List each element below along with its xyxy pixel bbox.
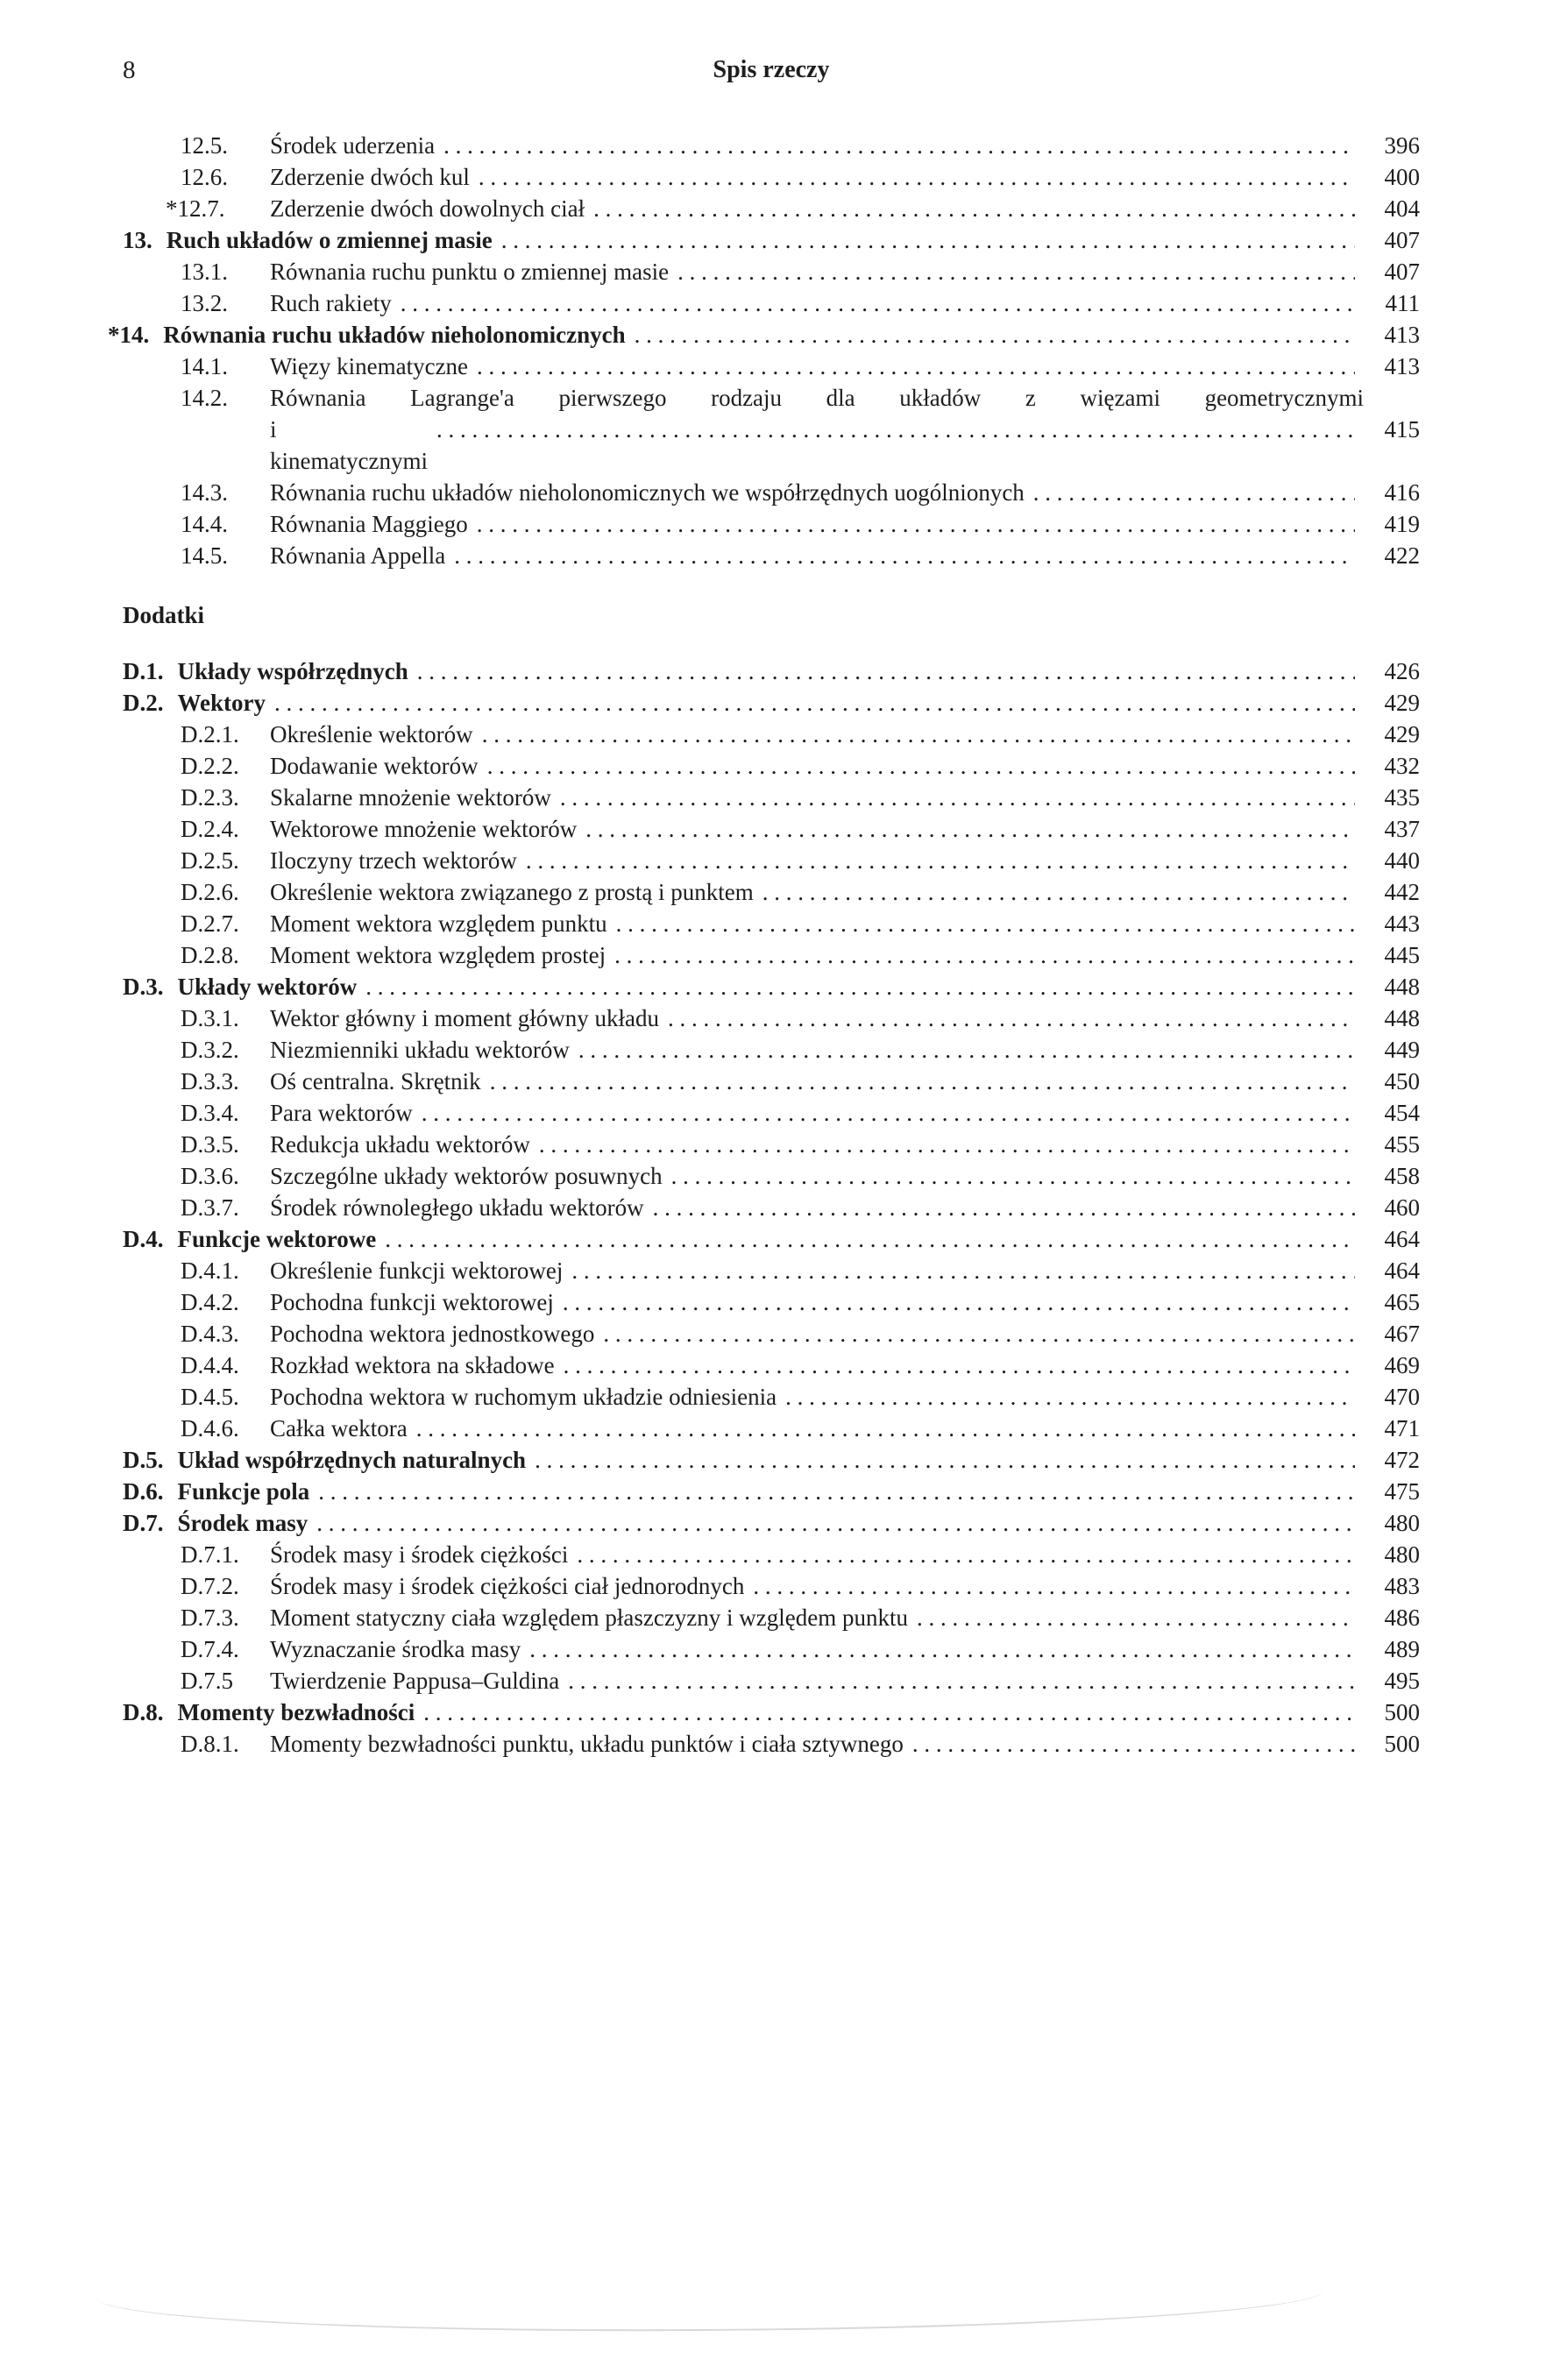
entry-label: [123, 971, 357, 1002]
entry-page-number: 435: [1384, 784, 1420, 811]
toc-entry: [123, 540, 1420, 571]
entry-title: Równania ruchu punktu o zmiennej masie: [270, 259, 670, 285]
entry-title: Dodawanie wektorów: [270, 753, 479, 779]
toc-entry: [123, 1507, 1420, 1539]
entry-page-number: 407: [1384, 227, 1420, 253]
dot-leader: [1033, 477, 1355, 508]
entry-label: [181, 1728, 904, 1760]
dot-leader: [501, 224, 1355, 256]
entry-number: D.4.2.: [181, 1289, 239, 1315]
dot-leader: [762, 876, 1355, 908]
dot-leader: [917, 1602, 1355, 1633]
entry-page-number: 419: [1384, 511, 1420, 537]
entry-label: [123, 224, 493, 256]
entry-label: [123, 1476, 309, 1507]
entry-label: [181, 1286, 554, 1318]
entry-number: 13.: [123, 227, 152, 253]
toc-entry: [123, 508, 1420, 540]
entry-page-number: 416: [1384, 479, 1420, 506]
toc-entry: [123, 1160, 1420, 1192]
toc-entry: [123, 1002, 1420, 1034]
entry-page-number: 448: [1384, 1005, 1420, 1031]
entry-label: [181, 382, 1420, 414]
toc-entry: [123, 876, 1420, 908]
dot-leader: [482, 719, 1355, 750]
entry-title: Pochodna wektora w ruchomym układzie odniesienia: [270, 1384, 777, 1410]
dot-leader: [423, 1696, 1355, 1728]
entry-page-number: 440: [1384, 847, 1420, 874]
entry-label: [181, 1192, 644, 1223]
entry-label: [123, 1444, 526, 1476]
entry-label: [181, 1097, 413, 1129]
entry-title: Moment statyczny ciała względem płaszczyzny i względem punktu: [270, 1604, 908, 1631]
entry-title: Środek masy: [177, 1510, 308, 1536]
entry-title: Wyznaczanie środka masy: [270, 1636, 521, 1662]
entry-title: Równania ruchu układów nieholonomicznych: [163, 322, 626, 348]
entry-page-number: 464: [1384, 1226, 1420, 1252]
entry-title: Oś centralna. Skrętnik: [270, 1068, 481, 1094]
entry-title: Niezmienniki układu wektorów: [270, 1037, 570, 1063]
dot-leader: [571, 1255, 1355, 1286]
dot-leader: [578, 1034, 1355, 1066]
entry-label: [181, 508, 468, 540]
dot-leader: [487, 750, 1355, 782]
entry-page-number: 422: [1384, 542, 1420, 569]
dot-leader: [274, 687, 1355, 719]
entry-number: D.7.5: [181, 1668, 233, 1694]
entry-number: D.7.3.: [181, 1604, 239, 1631]
toc-entry: [123, 655, 1420, 687]
dot-leader: [912, 1728, 1355, 1760]
toc-entry: [123, 1318, 1420, 1349]
entry-label: [181, 1570, 744, 1602]
toc-entry: [123, 971, 1420, 1002]
entry-page-number: 407: [1384, 259, 1420, 285]
entry-title: Momenty bezwładności: [177, 1699, 415, 1725]
entry-label: [181, 1066, 481, 1097]
entry-title: Środek masy i środek ciężkości ciał jednorodnych: [270, 1573, 745, 1599]
toc-entry: [123, 1066, 1420, 1097]
dot-leader: [635, 319, 1355, 351]
toc-entry: [123, 1381, 1420, 1413]
entry-label: [181, 1602, 908, 1633]
entry-number: D.2.8.: [181, 942, 239, 968]
toc-entry: [123, 1665, 1420, 1696]
entry-number: D.2.1.: [181, 721, 239, 747]
entry-label: [181, 813, 577, 845]
entry-title: Wektory: [177, 690, 266, 716]
entry-number: D.8.1.: [181, 1731, 239, 1757]
entry-page-number: 450: [1384, 1068, 1420, 1094]
entry-number: D.1.: [123, 658, 164, 684]
toc-entry: [123, 1413, 1420, 1444]
page-number: 8: [123, 56, 136, 84]
toc-entry: [123, 1097, 1420, 1129]
toc-entry: [123, 287, 1420, 319]
toc-entry: [123, 1728, 1420, 1760]
entry-number: 14.5.: [181, 542, 228, 569]
entry-page-number: 467: [1384, 1321, 1420, 1347]
dot-leader: [753, 1570, 1355, 1602]
toc-entry: [123, 687, 1420, 719]
entry-number: 12.5.: [181, 132, 228, 159]
entry-title: Redukcja układu wektorów: [270, 1131, 530, 1158]
entry-page-number: 445: [1384, 942, 1420, 968]
entry-title: Określenie wektora związanego z prostą i punktem: [270, 879, 754, 905]
entry-label: [181, 1413, 408, 1444]
entry-page-number: 480: [1384, 1541, 1420, 1568]
entry-title-continued: i kinematycznymi: [270, 416, 428, 474]
entry-page-number: 475: [1384, 1478, 1420, 1505]
dot-leader: [479, 161, 1355, 193]
entry-title: Więzy kinematyczne: [270, 353, 469, 379]
entry-page-number: 443: [1384, 910, 1420, 937]
dot-leader: [668, 1002, 1355, 1034]
entry-number: 14.2.: [181, 385, 228, 411]
entry-label: [181, 1318, 594, 1349]
entry-label: [181, 845, 517, 876]
entry-number: D.4.6.: [181, 1415, 239, 1441]
dot-leader: [443, 130, 1355, 161]
entry-title: Równania Lagrange'a pierwszego rodzaju dla układów z więzami geometrycznymi: [270, 385, 1364, 411]
entry-number: D.7.4.: [181, 1636, 239, 1662]
entry-number: D.3.: [123, 974, 164, 1000]
dot-leader: [563, 1286, 1355, 1318]
entry-number: D.7.: [123, 1510, 164, 1536]
entry-number: *14.: [108, 322, 150, 348]
dot-leader: [568, 1665, 1355, 1696]
entry-label: [166, 193, 585, 224]
entry-title: Układy wektorów: [177, 974, 358, 1000]
entry-title: Funkcje pola: [177, 1478, 310, 1505]
entry-title: Równania ruchu układów nieholonomicznych we współrzędnych uogólnionych: [270, 479, 1025, 506]
toc-entry: [108, 319, 1420, 351]
entry-title: Określenie funkcji wektorowej: [270, 1257, 564, 1284]
dot-leader: [577, 1539, 1355, 1570]
entry-number: D.8.: [123, 1699, 164, 1725]
toc-entry: [123, 1539, 1420, 1570]
entry-title: Rozkład wektora na składowe: [270, 1352, 555, 1378]
entry-page-number: 495: [1384, 1668, 1420, 1694]
entry-label: [123, 687, 266, 719]
entry-number: D.3.7.: [181, 1194, 239, 1221]
dot-leader: [526, 845, 1355, 876]
entry-number: D.4.1.: [181, 1257, 239, 1284]
entry-title: Pochodna wektora jednostkowego: [270, 1321, 595, 1347]
entry-page-number: 470: [1384, 1384, 1420, 1410]
toc-entry: [123, 1255, 1420, 1286]
entry-title: Momenty bezwładności punktu, układu punktów i ciała sztywnego: [270, 1731, 904, 1757]
entry-page-number: 404: [1384, 195, 1420, 222]
entry-label: [181, 1665, 559, 1696]
dot-leader: [490, 1066, 1355, 1097]
toc-entry: [123, 1602, 1420, 1633]
entry-number: D.6.: [123, 1478, 164, 1505]
entry-label: [181, 939, 606, 971]
dot-leader: [417, 655, 1355, 687]
entry-page-number: 429: [1384, 690, 1420, 716]
entry-page-number: 465: [1384, 1289, 1420, 1315]
entry-number: D.5.: [123, 1447, 164, 1473]
toc-entry: [123, 1192, 1420, 1223]
entry-page-number: 413: [1384, 353, 1420, 379]
toc-entry: [123, 161, 1420, 193]
toc-entry: [123, 1349, 1420, 1381]
toc-entry: [123, 719, 1420, 750]
entry-number: D.3.4.: [181, 1100, 239, 1126]
toc-entry: [123, 130, 1420, 161]
entry-number: D.4.4.: [181, 1352, 239, 1378]
toc-entry: [123, 813, 1420, 845]
dot-leader: [454, 540, 1355, 571]
entry-number: D.3.1.: [181, 1005, 239, 1031]
toc-entry: [123, 1223, 1420, 1255]
entry-title: Wektor główny i moment główny układu: [270, 1005, 660, 1031]
entry-title: Środek uderzenia: [270, 132, 436, 159]
entry-number: D.3.5.: [181, 1131, 239, 1158]
dot-leader: [677, 256, 1355, 287]
entry-number: D.2.3.: [181, 784, 239, 811]
toc-entry: [123, 1129, 1420, 1160]
toc-entry: [123, 782, 1420, 813]
entry-label: [181, 287, 392, 319]
entry-number: D.4.5.: [181, 1384, 239, 1410]
scan-artifact-line: [96, 2287, 1323, 2336]
toc-section-chapters: [108, 130, 1420, 571]
entry-title: Iloczyny trzech wektorów: [270, 847, 517, 874]
entry-page-number: 489: [1384, 1636, 1420, 1662]
dot-leader: [785, 1381, 1355, 1413]
dot-leader: [316, 1507, 1355, 1539]
entry-title: Wektorowe mnożenie wektorów: [270, 816, 578, 842]
dot-leader: [529, 1633, 1355, 1665]
entry-number: D.2.4.: [181, 816, 239, 842]
toc-entry: [123, 1286, 1420, 1318]
entry-page-number: 480: [1384, 1510, 1420, 1536]
dot-leader: [436, 414, 1355, 445]
dot-leader: [318, 1476, 1355, 1507]
entry-label: [181, 130, 435, 161]
entry-number: D.3.6.: [181, 1163, 239, 1189]
entry-label: [108, 319, 626, 351]
entry-number: *12.7.: [166, 195, 225, 222]
toc-section-appendix: [123, 655, 1420, 1760]
entry-label: [123, 1507, 308, 1539]
entry-label: [181, 876, 754, 908]
entry-label: [123, 655, 408, 687]
entry-label: [181, 750, 479, 782]
entry-page-number: 500: [1384, 1731, 1420, 1757]
entry-page-number: 471: [1384, 1415, 1420, 1441]
entry-number: D.4.3.: [181, 1321, 239, 1347]
entry-title: Określenie wektorów: [270, 721, 473, 747]
entry-title: Środek masy i środek ciężkości: [270, 1541, 569, 1568]
entry-title: Równania Appella: [270, 542, 446, 569]
appendix-heading: Dodatki: [123, 602, 205, 628]
dot-leader: [616, 908, 1355, 939]
entry-label: [181, 719, 473, 750]
toc-entry: [123, 908, 1420, 939]
toc-entry: [123, 1633, 1420, 1665]
entry-title: Układy współrzędnych: [177, 658, 408, 684]
entry-label: [181, 1349, 555, 1381]
toc-entry: [123, 845, 1420, 876]
entry-page-number: 486: [1384, 1604, 1420, 1631]
toc-entry: [123, 1444, 1420, 1476]
entry-label: [181, 540, 445, 571]
entry-label: [181, 477, 1025, 508]
entry-title: Moment wektora względem punktu: [270, 910, 607, 937]
entry-label: [181, 256, 669, 287]
toc-entry: [123, 256, 1420, 287]
dot-leader: [401, 287, 1355, 319]
toc-entry: [123, 224, 1420, 256]
entry-title: Całka wektora: [270, 1415, 408, 1441]
dot-leader: [422, 1097, 1355, 1129]
entry-page-number: 413: [1384, 322, 1420, 348]
entry-label: [181, 351, 468, 382]
entry-page-number: 437: [1384, 816, 1420, 842]
entry-number: D.3.2.: [181, 1037, 239, 1063]
dot-leader: [385, 1223, 1355, 1255]
entry-number: 12.6.: [181, 164, 228, 190]
page-title: Spis rzeczy: [713, 56, 830, 83]
entry-number: D.2.6.: [181, 879, 239, 905]
entry-page-number: 460: [1384, 1194, 1420, 1221]
entry-label: [181, 908, 607, 939]
entry-page-number: 455: [1384, 1131, 1420, 1158]
dot-leader: [593, 193, 1355, 224]
toc-entry: [123, 1570, 1420, 1602]
dot-leader: [560, 782, 1355, 813]
entry-number: 13.2.: [181, 290, 228, 316]
page-header: [123, 56, 1420, 91]
entry-page-number: 483: [1384, 1573, 1420, 1599]
dot-leader: [477, 351, 1355, 382]
entry-label: [181, 1539, 568, 1570]
entry-page-number: 464: [1384, 1257, 1420, 1284]
entry-title: Szczególne układy wektorów posuwnych: [270, 1163, 663, 1189]
entry-number: D.2.: [123, 690, 164, 716]
dot-leader: [585, 813, 1355, 845]
entry-number: 14.4.: [181, 511, 228, 537]
entry-page-number: 448: [1384, 974, 1420, 1000]
toc-entry: [123, 939, 1420, 971]
entry-label: [181, 1381, 777, 1413]
entry-label: [181, 1633, 521, 1665]
entry-number: 13.1.: [181, 259, 228, 285]
entry-number: D.3.3.: [181, 1068, 239, 1094]
entry-title: Pochodna funkcji wektorowej: [270, 1289, 554, 1315]
entry-number: D.2.5.: [181, 847, 239, 874]
entry-page-number: 400: [1384, 164, 1420, 190]
dot-leader: [416, 1413, 1355, 1444]
entry-title: Zderzenie dwóch kul: [270, 164, 470, 190]
entry-title: Funkcje wektorowe: [177, 1226, 377, 1252]
entry-number: D.2.7.: [181, 910, 239, 937]
entry-title: Twierdzenie Pappusa–Guldina: [270, 1668, 560, 1694]
toc-entry: [123, 1696, 1420, 1728]
dot-leader: [564, 1349, 1355, 1381]
toc-entry: [123, 382, 1420, 477]
entry-page-number: 500: [1384, 1699, 1420, 1725]
entry-number: 14.3.: [181, 479, 228, 506]
entry-page-number: 454: [1384, 1100, 1420, 1126]
entry-number: D.7.2.: [181, 1573, 239, 1599]
entry-label: [181, 161, 470, 193]
entry-number: D.2.2.: [181, 753, 239, 779]
entry-page-number: 411: [1385, 290, 1420, 316]
dot-leader: [603, 1318, 1355, 1349]
entry-label: [181, 1002, 659, 1034]
entry-page-number: 469: [1384, 1352, 1420, 1378]
toc-entry: [123, 477, 1420, 508]
entry-label: [123, 1696, 415, 1728]
dot-leader: [535, 1444, 1355, 1476]
dot-leader: [365, 971, 1355, 1002]
entry-number: 14.1.: [181, 353, 228, 379]
entry-page-number: 426: [1384, 658, 1420, 684]
entry-title: Moment wektora względem prostej: [270, 942, 606, 968]
entry-label: [181, 1255, 563, 1286]
entry-title: Skalarne mnożenie wektorów: [270, 784, 551, 811]
entry-title: Środek równoległego układu wektorów: [270, 1194, 644, 1221]
entry-page-number: 449: [1384, 1037, 1420, 1063]
entry-number: D.7.1.: [181, 1541, 239, 1568]
dot-leader: [477, 508, 1355, 540]
toc-entry: [123, 1476, 1420, 1507]
entry-page-number: 429: [1384, 721, 1420, 747]
dot-leader: [539, 1129, 1355, 1160]
toc-entry: [123, 351, 1420, 382]
dot-leader: [614, 939, 1355, 971]
entry-page-number: 458: [1384, 1163, 1420, 1189]
entry-page-number: 396: [1384, 132, 1420, 159]
entry-label: [181, 1129, 530, 1160]
toc-entry: [123, 750, 1420, 782]
entry-title: Zderzenie dwóch dowolnych ciał: [270, 195, 585, 222]
entry-title: Para wektorów: [270, 1100, 413, 1126]
entry-title: Ruch układów o zmiennej masie: [166, 227, 493, 253]
toc-entry: [123, 193, 1420, 224]
toc-entry: [123, 1034, 1420, 1066]
entry-title: Układ współrzędnych naturalnych: [177, 1447, 527, 1473]
dot-leader: [653, 1192, 1355, 1223]
entry-page-number: 432: [1384, 753, 1420, 779]
entry-label: [181, 1034, 570, 1066]
dot-leader: [671, 1160, 1355, 1192]
entry-title: Ruch rakiety: [270, 290, 392, 316]
entry-page-number: 415: [1384, 416, 1420, 443]
entry-label: [181, 782, 551, 813]
entry-page-number: 442: [1384, 879, 1420, 905]
entry-title: Równania Maggiego: [270, 511, 468, 537]
entry-label: [123, 1223, 376, 1255]
entry-page-number: 472: [1384, 1447, 1420, 1473]
entry-number: D.4.: [123, 1226, 164, 1252]
entry-label: [181, 1160, 663, 1192]
